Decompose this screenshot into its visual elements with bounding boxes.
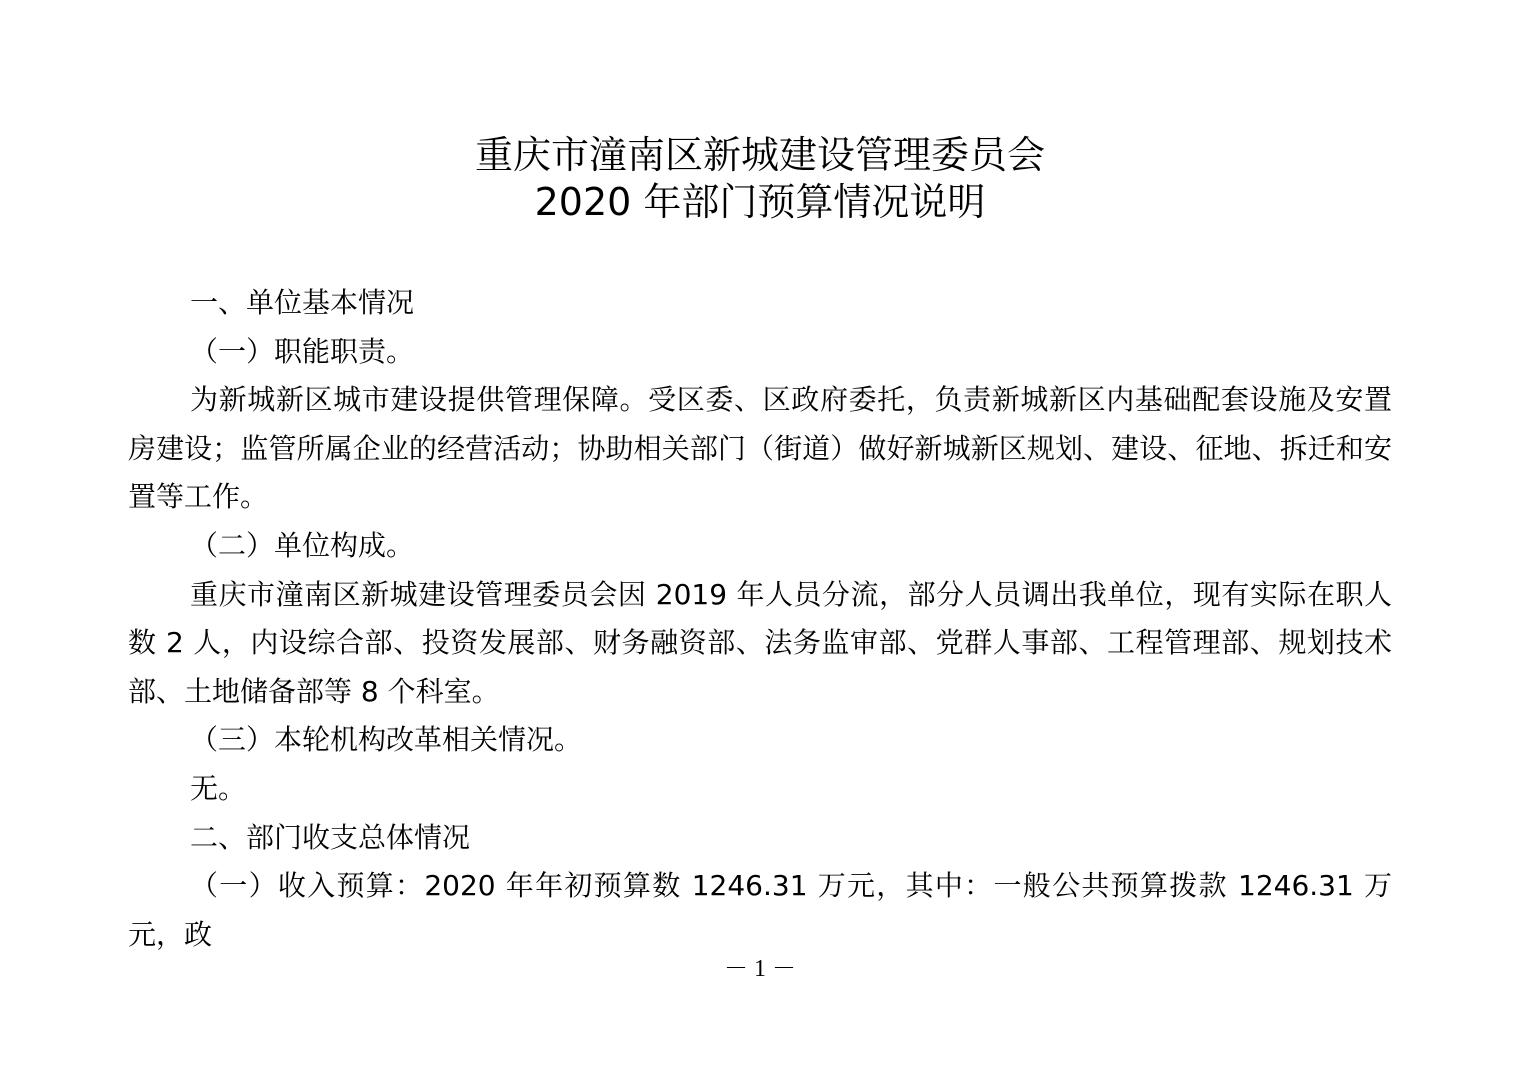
paragraph-duties: 为新城新区城市建设提供管理保障。受区委、区政府委托，负责新城新区内基础配套设施及安置房建设；监管所属企业的经营活动；协助相关部门（街道）做好新城新区规划、建设、征地、拆迁和安置等工作。 [128, 383, 1392, 514]
document-title-line-2: 2020 年部门预算情况说明 [534, 180, 986, 224]
subsection-heading-composition: （二）单位构成。 [190, 528, 415, 562]
paragraph-composition: 重庆市潼南区新城建设管理委员会因 2019 年人员分流，部分人员调出我单位，现有实际在职人数 2 人，内设综合部、投资发展部、财务融资部、法务监审部、党群人事部、工程管理部、规划技术部、土地储备部等 8 个科室。 [128, 577, 1392, 708]
subsection-heading-duties: （一）职能职责。 [190, 334, 415, 368]
section-heading-unit-basic-info: 一、单位基本情况 [190, 286, 415, 319]
page-number: － 1 － [724, 956, 796, 982]
paragraph-income-budget: （一）收入预算：2020 年年初预算数 1246.31 万元，其中：一般公共预算拨款 1246.31 万元，政 [128, 869, 1392, 951]
document-body [128, 279, 1392, 959]
document-title-line-1: 重庆市潼南区新城建设管理委员会 [474, 133, 1045, 177]
section-heading-budget-overview: 二、部门收支总体情况 [190, 820, 471, 854]
subsection-heading-reform: （三）本轮机构改革相关情况。 [190, 723, 583, 757]
paragraph-reform: 无。 [190, 771, 247, 805]
